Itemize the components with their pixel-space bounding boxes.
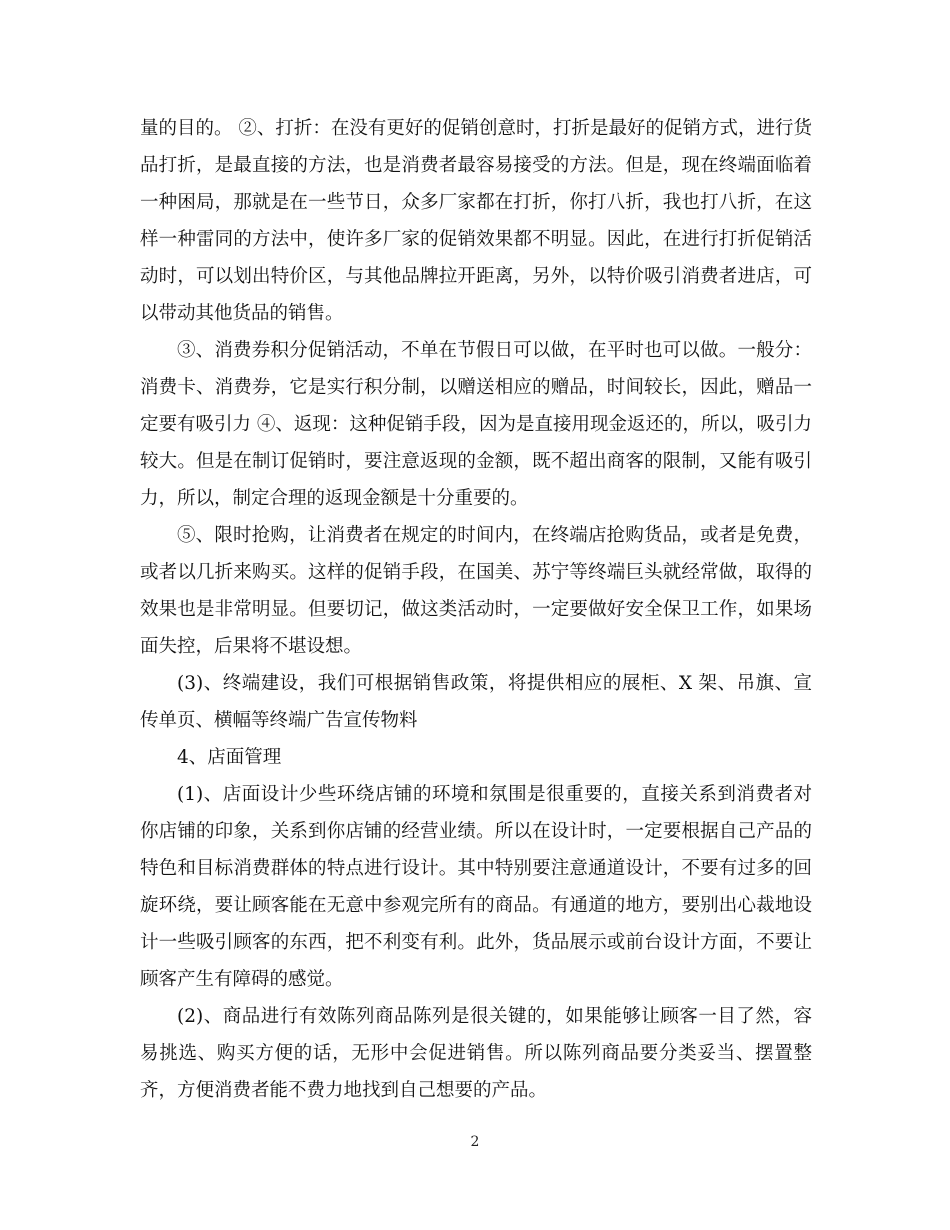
section-heading-store-management: 4、店面管理 [177,747,282,768]
paragraph-coupon-points: ③、消费券积分促销活动，不单在节假日可以做，在平时也可以做。一般分：消费卡、消费券，它是实行积分制，以赠送相应的赠品，时间较长，因此，赠品一定要有吸引力 ④、返现：这种促销手段，因为是直接用现金返还的，所以，吸引力较大。但是在制订促销时，要注意返现的金额，既不超出商客的限制，又能有吸引力，所以，制定合理的返现金额是十分重要的。 [140,340,812,509]
paragraph-terminal-construction: (3)、终端建设，我们可根据销售政策，将提供相应的展柜、X 架、吊旗、宣传单页、横幅等终端广告宣传物料 [140,673,812,731]
page-number: 2 [470,1134,480,1150]
paragraph-discount: 量的目的。 ②、打折：在没有更好的促销创意时，打折是最好的促销方式，进行货品打折，是最直接的方法，也是消费者最容易接受的方法。但是，现在终端面临着一种困局，那就是在一些节日，众多厂家都在打折，你打八折，我也打八折，在这样一种雷同的方法中，使许多厂家的促销效果都不明显。因此，在进行打折促销活动时，可以划出特价区，与其他品牌拉开距离，另外，以特价吸引消费者进店，可以带动其他货品的销售。 [140,118,812,324]
paragraph-product-display: (2)、商品进行有效陈列商品陈列是很关键的，如果能够让顾客一目了然，容易挑选、购买方便的话，无形中会促进销售。所以陈列商品要分类妥当、摆置整齐，方便消费者能不费力地找到自己想要的产品。 [140,1006,812,1101]
document-body [140,110,812,1109]
paragraph-flash-sale: ⑤、限时抢购，让消费者在规定的时间内，在终端店抢购货品，或者是免费，或者以几折来购买。这样的促销手段，在国美、苏宁等终端巨头就经常做，取得的效果也是非常明显。但要切记，做这类活动时，一定要做好安全保卫工作，如果场面失控，后果将不堪设想。 [140,525,812,657]
paragraph-store-design: (1)、店面设计少些环绕店铺的环境和氛围是很重要的，直接关系到消费者对你店铺的印象，关系到你店铺的经营业绩。所以在设计时，一定要根据自己产品的特色和目标消费群体的特点进行设计。其中特别要注意通道设计，不要有过多的回旋环绕，要让顾客能在无意中参观完所有的商品。有通道的地方，要别出心裁地设计一些吸引顾客的东西，把不利变有利。此外，货品展示或前台设计方面，不要让顾客产生有障碍的感觉。 [140,784,812,990]
